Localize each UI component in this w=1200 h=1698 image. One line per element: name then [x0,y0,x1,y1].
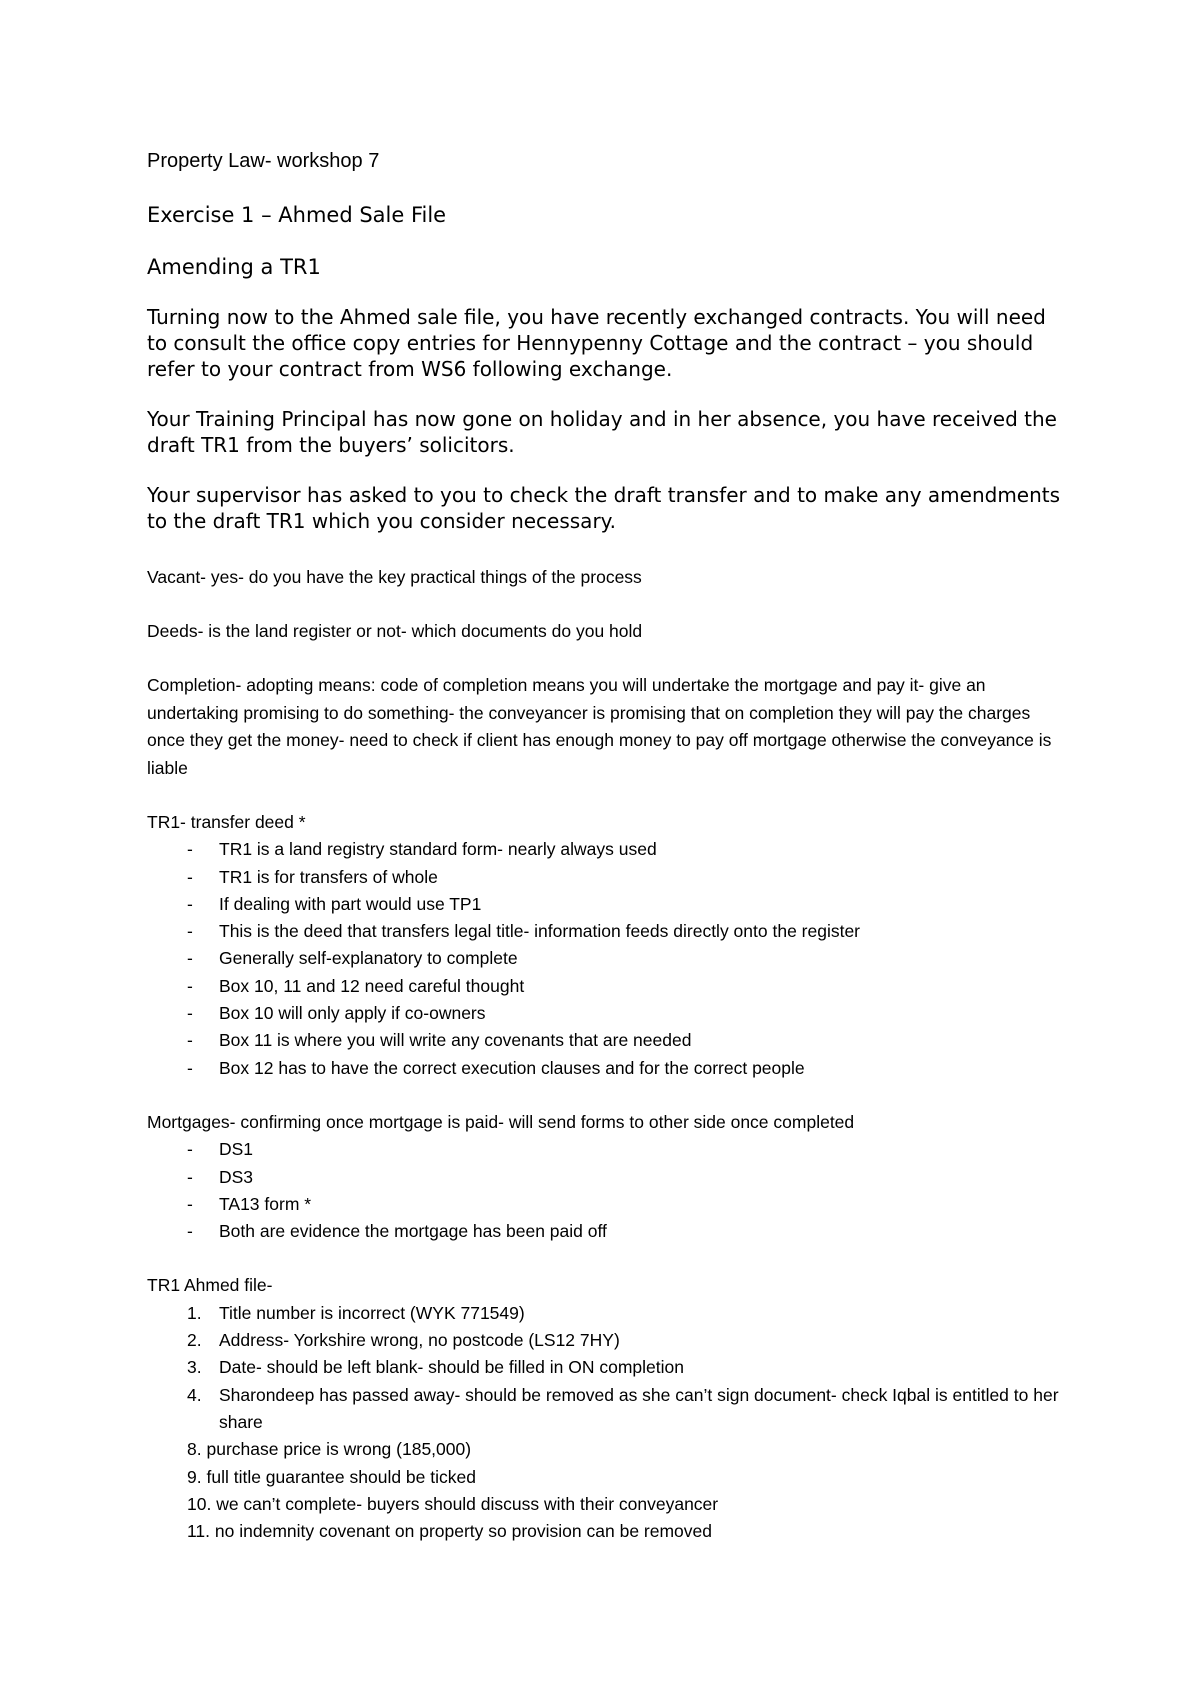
list-item: 1. Title number is incorrect (WYK 771549) [187,1302,525,1323]
dash-bullet: - [187,1193,193,1214]
list-item: 2. Address- Yorkshire wrong, no postcode (LS12 7HY) [187,1330,620,1351]
list-item: - Box 10 will only apply if co-owners [147,1000,1067,1027]
list-item: - Both are evidence the mortgage has been paid off [147,1218,1067,1245]
dash-bullet: - [187,1057,193,1078]
list-item: - DS1 [147,1136,1067,1163]
list-item: - TA13 form * [147,1191,1067,1218]
list-item: - DS3 [147,1164,1067,1191]
list-item: - TR1 is for transfers of whole [147,864,1067,891]
exercise-heading: Exercise 1 – Ahmed Sale File [147,203,447,227]
dash-bullet: - [187,921,193,942]
list-item: - Box 11 is where you will write any covenants that are needed [147,1027,1067,1054]
paragraph-intro: Turning now to the Ahmed sale file, you have recently exchanged contracts. You will need to consult the office copy entries for Hennypenny Cottage and the contract – you should refer to your contract from WS6 following exchange. [147,305,1046,381]
list-item: 4. Sharondeep has passed away- should be removed as she can’t sign document- check Iqbal is entitled to her share [187,1384,1059,1432]
ahmed-section-heading: TR1 Ahmed file- [147,1275,273,1296]
paragraph-supervisor: Your supervisor has asked to you to check the draft transfer and to make any amendments to the draft TR1 which you consider necessary. [147,483,1061,533]
list-item: - If dealing with part would use TP1 [147,891,1067,918]
list-item: - Box 12 has to have the correct execution clauses and for the correct people [147,1055,1067,1082]
mortgages-section-heading: Mortgages- confirming once mortgage is paid- will send forms to other side once completed [147,1111,855,1132]
list-item: 10. we can’t complete- buyers should discuss with their conveyancer [187,1493,719,1514]
list-item: 11. no indemnity covenant on property so provision can be removed [187,1521,712,1542]
dash-bullet: - [187,1030,193,1051]
list-item: - Box 10, 11 and 12 need careful thought [147,973,1067,1000]
document-title: Property Law- workshop 7 [147,150,380,172]
paragraph-training-principal: Your Training Principal has now gone on holiday and in her absence, you have received the draft TR1 from the buyers’ solicitors. [147,407,1057,457]
dash-bullet: - [187,1003,193,1024]
dash-bullet: - [187,1166,193,1187]
dash-bullet: - [187,839,193,860]
note-vacant: Vacant- yes- do you have the key practical things of the process [147,567,642,587]
dash-bullet: - [187,893,193,914]
list-item: - Generally self-explanatory to complete [147,945,1067,972]
sub-heading: Amending a TR1 [147,255,321,279]
note-deeds: Deeds- is the land register or not- which documents do you hold [147,621,643,641]
dash-bullet: - [187,866,193,887]
list-item: - TR1 is a land registry standard form- nearly always used [147,836,1067,863]
document-body [147,148,1067,1545]
tr1-section-heading: TR1- transfer deed * [147,812,306,832]
note-completion: Completion- adopting means: code of completion means you will undertake the mortgage and pay it- give an undertaking promising to do something- the conveyancer is promising that on completion they will pay the charges once they get the money- need to check if client has enough money to pay off mortgage otherwise the conveyance is liable [147,675,1052,778]
dash-bullet: - [187,1221,193,1242]
tr1-list [147,836,1067,1082]
dash-bullet: - [187,1139,193,1160]
mortgages-list [147,1136,1067,1245]
list-item: 9. full title guarantee should be ticked [187,1466,476,1487]
list-item: 3. Date- should be left blank- should be filled in ON completion [187,1357,684,1378]
list-item: 8. purchase price is wrong (185,000) [187,1439,472,1460]
ahmed-amendments-list [147,1300,1067,1546]
dash-bullet: - [187,975,193,996]
dash-bullet: - [187,948,193,969]
list-item: - This is the deed that transfers legal title- information feeds directly onto the register [147,918,1067,945]
